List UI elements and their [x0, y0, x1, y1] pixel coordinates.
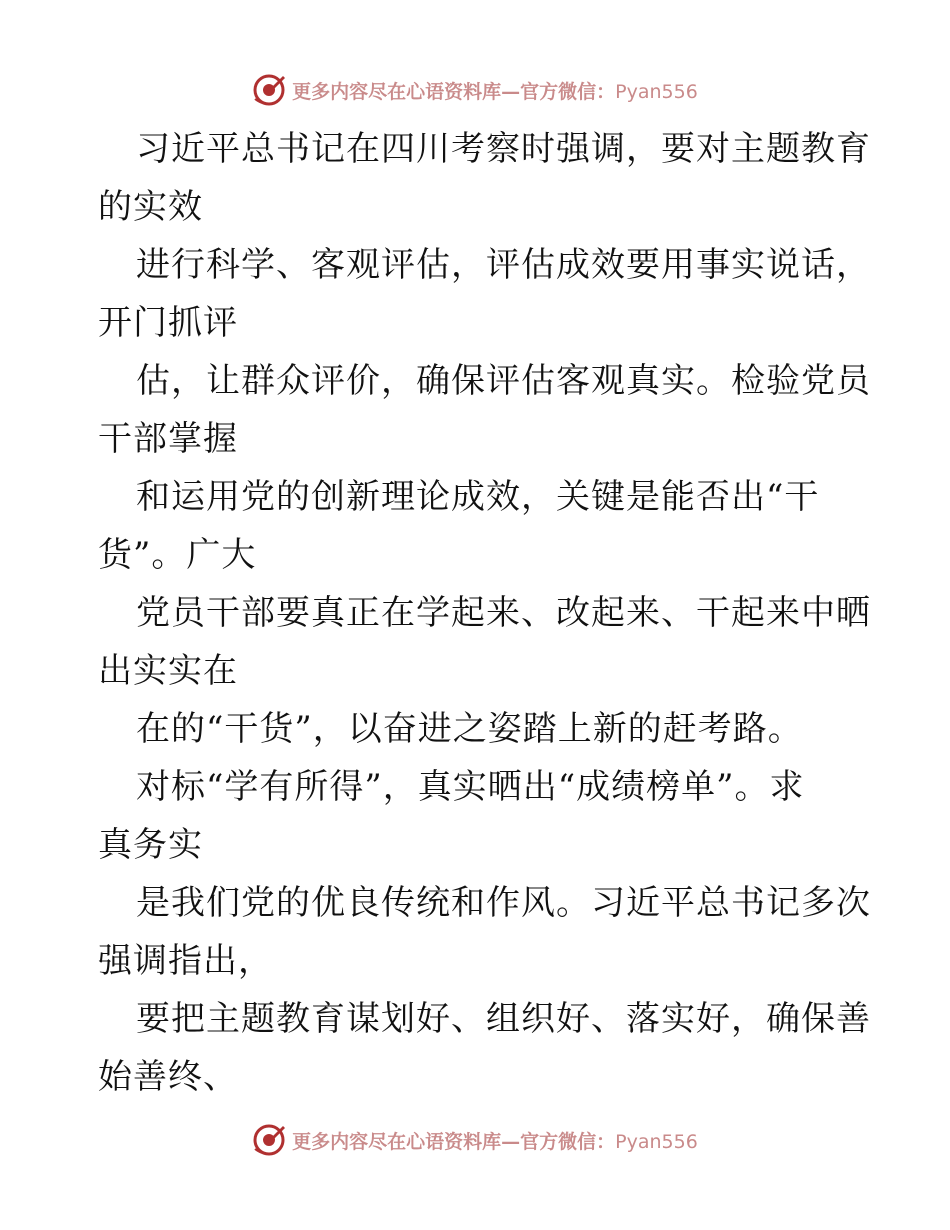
- text-line: 始善终、: [98, 1057, 238, 1097]
- text-line: 习近平总书记在四川考察时强调，要对主题教育: [136, 129, 871, 169]
- text-line: 是我们党的优良传统和作风。习近平总书记多次: [136, 883, 871, 923]
- watermark-text: [292, 77, 698, 104]
- header-watermark: [0, 70, 950, 110]
- text-line: 在的“干货”，以奋进之姿踏上新的赶考路。: [136, 709, 803, 749]
- text-line: 估，让群众评价，确保评估客观真实。检验党员: [136, 361, 871, 401]
- text-line: 要把主题教育谋划好、组织好、落实好，确保善: [136, 999, 871, 1039]
- text-line: 和运用党的创新理论成效，关键是能否出“干: [136, 477, 820, 517]
- footer-watermark: [0, 1120, 950, 1160]
- watermark-text: [292, 1127, 698, 1154]
- text-line: 货”。广大: [98, 535, 257, 575]
- text-line: 的实效: [98, 187, 203, 227]
- watermark-handle: Pyan556: [615, 80, 698, 103]
- text-line: 对标“学有所得”，真实晒出“成绩榜单”。求: [136, 767, 805, 807]
- text-line: 强调指出，: [98, 941, 273, 981]
- watermark-label: 更多内容尽在心语资料库—官方微信：: [292, 80, 616, 103]
- document-body: [98, 120, 871, 1106]
- watermark-label: 更多内容尽在心语资料库—官方微信：: [292, 1130, 616, 1153]
- watermark-handle: Pyan556: [615, 1130, 698, 1153]
- text-line: 出实实在: [98, 651, 238, 691]
- pen-logo-icon: [252, 73, 286, 107]
- text-line: 开门抓评: [98, 303, 238, 343]
- text-line: 真务实: [98, 825, 203, 865]
- text-line: 进行科学、客观评估，评估成效要用事实说话，: [136, 245, 871, 285]
- text-line: 党员干部要真正在学起来、改起来、干起来中晒: [136, 593, 871, 633]
- text-line: 干部掌握: [98, 419, 238, 459]
- pen-logo-icon: [252, 1123, 286, 1157]
